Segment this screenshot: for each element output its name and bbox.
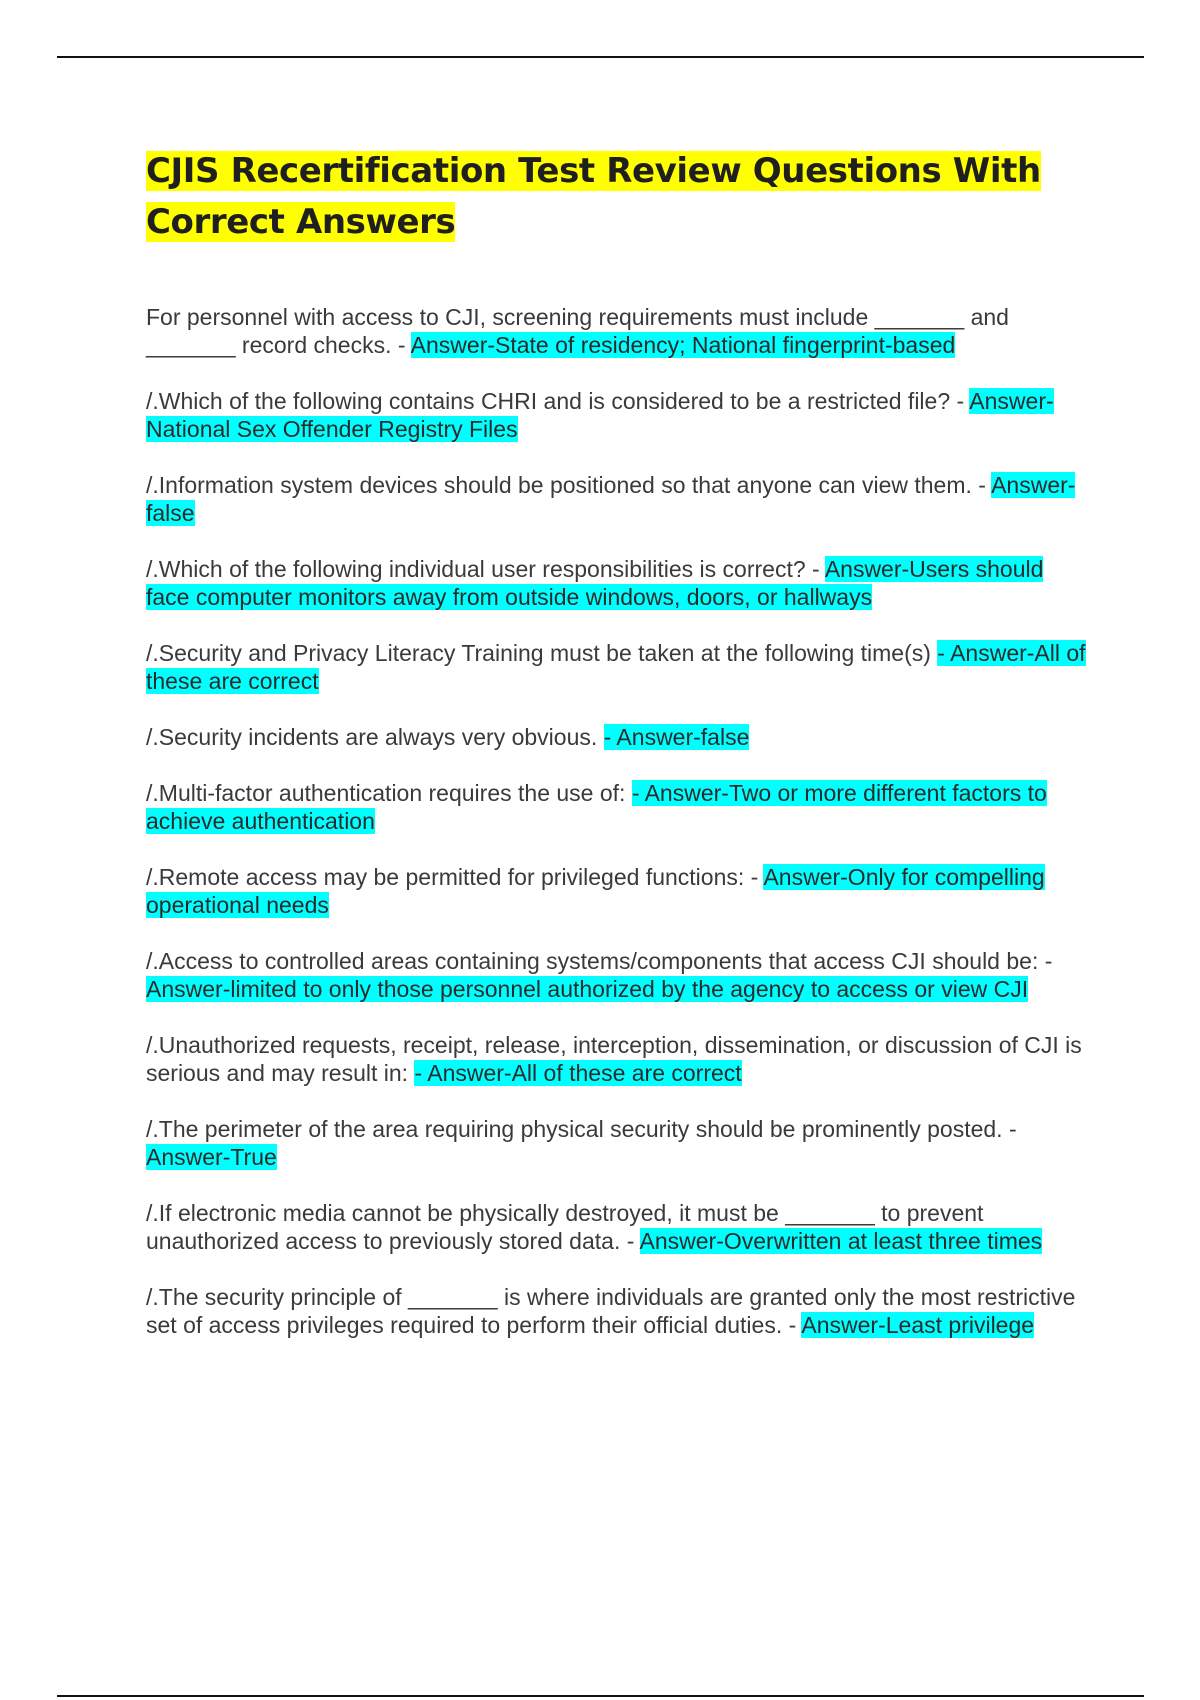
question-text: /.Remote access may be permitted for privileged functions: - — [146, 864, 764, 890]
question-text: For personnel with access to CJI, screening requirements must include _______ and _______ record checks. - — [146, 304, 1009, 358]
qa-item — [146, 1031, 1090, 1087]
document-title — [146, 146, 1090, 248]
answer-text: - Answer-Two or more different factors to achieve authentication — [146, 780, 1047, 834]
qa-item — [146, 1199, 1090, 1255]
answer-text: Answer-True — [146, 1144, 277, 1170]
qa-item — [146, 1283, 1090, 1339]
question-text: /.Access to controlled areas containing systems/components that access CJI should be: - — [146, 948, 1053, 974]
header-rule — [57, 56, 1144, 58]
qa-item — [146, 555, 1090, 611]
qa-item — [146, 723, 1090, 751]
answer-text: Answer-State of residency; National fingerprint-based — [410, 332, 956, 358]
question-text: /.The perimeter of the area requiring physical security should be prominently posted. - — [146, 1116, 1017, 1142]
qa-item — [146, 863, 1090, 919]
qa-list — [146, 303, 1090, 1339]
answer-text: Answer-Overwritten at least three times — [639, 1228, 1043, 1254]
question-text: /.Unauthorized requests, receipt, release, interception, dissemination, or discussion of CJI is serious and may result in: — [146, 1032, 1082, 1086]
qa-item — [146, 471, 1090, 527]
answer-text: - Answer-All of these are correct — [146, 640, 1086, 694]
question-text: /.The security principle of _______ is where individuals are granted only the most restrictive set of access privileges required to perform their official duties. - — [146, 1284, 1076, 1338]
answer-text: - Answer-false — [603, 724, 750, 750]
qa-item — [146, 1115, 1090, 1171]
qa-item — [146, 947, 1090, 1003]
question-text: /.Information system devices should be positioned so that anyone can view them. - — [146, 472, 992, 498]
question-text: /.If electronic media cannot be physically destroyed, it must be _______ to prevent unauthorized access to previously stored data. - — [146, 1200, 984, 1254]
answer-text: Answer-National Sex Offender Registry Files — [146, 388, 1054, 442]
answer-text: Answer-limited to only those personnel authorized by the agency to access or view CJI — [146, 976, 1029, 1002]
qa-item — [146, 303, 1090, 359]
footer-rule — [57, 1695, 1144, 1697]
page-content — [146, 146, 1090, 1367]
qa-item — [146, 387, 1090, 443]
question-text: /.Security incidents are always very obvious. — [146, 724, 604, 750]
question-text: /.Which of the following contains CHRI and is considered to be a restricted file? - — [146, 388, 970, 414]
document-title-text: CJIS Recertification Test Review Questions With Correct Answers — [146, 151, 1041, 242]
question-text: /.Which of the following individual user responsibilities is correct? - — [146, 556, 825, 582]
answer-text: Answer-Least privilege — [801, 1312, 1035, 1338]
question-text: /.Multi-factor authentication requires the use of: — [146, 780, 632, 806]
qa-item — [146, 639, 1090, 695]
answer-text: - Answer-All of these are correct — [414, 1060, 742, 1086]
answer-text: Answer-Users should face computer monitors away from outside windows, doors, or hallways — [146, 556, 1044, 610]
qa-item — [146, 779, 1090, 835]
answer-text: Answer-false — [146, 472, 1076, 526]
question-text: /.Security and Privacy Literacy Training must be taken at the following time(s) — [146, 640, 938, 666]
answer-text: Answer-Only for compelling operational needs — [146, 864, 1045, 918]
